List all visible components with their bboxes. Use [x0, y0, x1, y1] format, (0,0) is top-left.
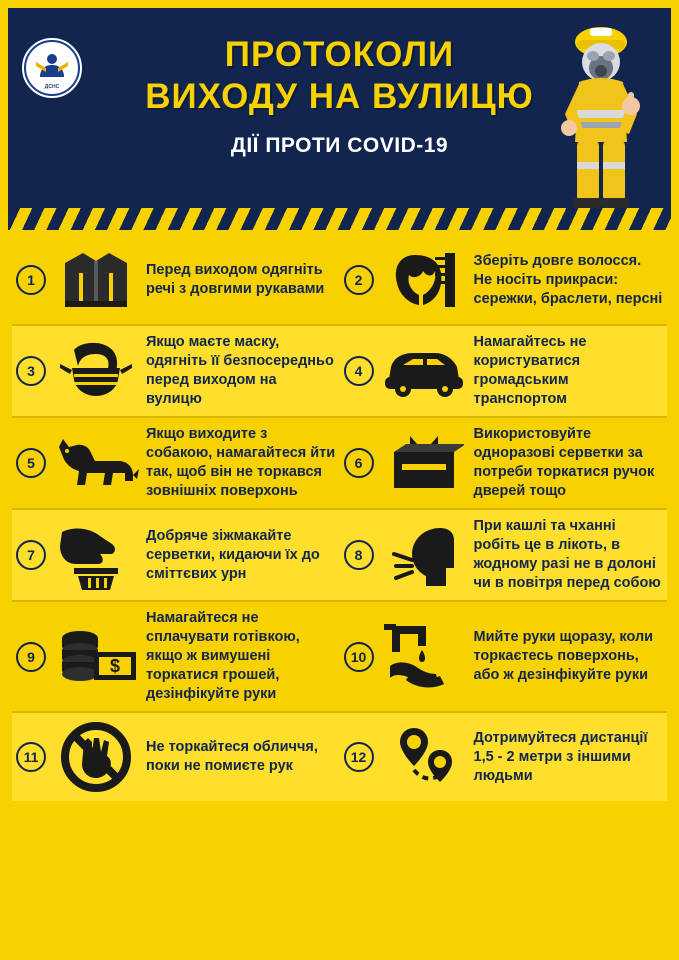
item-text: Перед виходом одягніть речі з довгими рукавами	[146, 262, 325, 297]
item-number-badge: 9	[16, 642, 46, 672]
protocol-row	[12, 713, 667, 801]
hand-trash-icon	[50, 518, 142, 592]
item-text: Дотримуйтеся дистанції 1,5 - 2 метри з іншими людьми	[473, 729, 648, 784]
hair-comb-icon	[378, 243, 470, 317]
item-text: Намагайтесь не користуватися громадським транспортом	[473, 334, 587, 407]
item-number-badge: 11	[16, 742, 46, 772]
hazard-stripe-divider	[8, 208, 671, 230]
item-number-badge: 4	[344, 356, 374, 386]
poster-title-line2: ВИХОДУ НА ВУЛИЦЮ	[145, 77, 534, 116]
protocol-row	[12, 602, 667, 713]
protocol-item-1	[12, 236, 340, 324]
protocol-item-8	[340, 510, 668, 600]
item-text: Добряче зіжмакайте серветки, кидаючи їх до сміттєвих урн	[146, 527, 320, 582]
item-text: Використовуйте одноразові серветки за потреби торкатися ручок дверей тощо	[473, 426, 655, 499]
item-number-badge: 1	[16, 265, 46, 295]
protocol-item-11	[12, 713, 340, 801]
protocol-row	[12, 510, 667, 602]
item-text: Не торкайтеся обличчя, поки не помиєте рук	[146, 739, 318, 774]
protocol-item-5	[12, 418, 340, 508]
coins-cash-icon	[50, 620, 142, 694]
protocol-row	[12, 326, 667, 418]
protocol-item-10	[340, 602, 668, 711]
jacket-icon	[50, 243, 142, 317]
car-icon	[378, 334, 470, 408]
dsns-logo-label: ДСНС	[44, 84, 60, 90]
protocol-item-2	[340, 236, 668, 324]
svg-text:$: $	[109, 655, 121, 676]
poster-header	[8, 8, 671, 208]
item-text: Мийте руки щоразу, коли торкаєтесь поверхонь, або ж дезінфікуйте руки	[473, 629, 654, 683]
item-number-badge: 10	[344, 642, 374, 672]
protocol-item-7	[12, 510, 340, 600]
item-text: Якщо маєте маску, одягніть її безпосередньо перед виходом на вулицю	[146, 334, 334, 407]
item-number-badge: 5	[16, 448, 46, 478]
cough-elbow-icon	[378, 518, 470, 592]
item-number-badge: 6	[344, 448, 374, 478]
protocol-item-4	[340, 326, 668, 416]
protocol-row	[12, 236, 667, 326]
protocol-row	[12, 418, 667, 510]
distance-pins-icon	[378, 720, 470, 794]
no-touch-face-icon	[50, 720, 142, 794]
item-number-badge: 7	[16, 540, 46, 570]
item-number-badge: 8	[344, 540, 374, 570]
item-number-badge: 12	[344, 742, 374, 772]
item-text: Намагайтеся не сплачувати готівкою, якщо ж вимушені торкатися грошей, дезінфікуйте руки	[146, 610, 300, 702]
wash-hands-icon	[378, 620, 470, 694]
item-text: При кашлі та чханні робіть це в лікоть, в жодному разі не в долоні чи в повітря перед собою	[473, 518, 661, 591]
item-text: Якщо виходите з собакою, намагайтеся йти так, щоб він не торкався зовнішніх поверхонь	[146, 426, 336, 499]
protocol-item-12	[340, 713, 668, 801]
tissue-box-icon	[378, 426, 470, 500]
firefighter-illustration	[555, 22, 647, 208]
protocol-item-6	[340, 418, 668, 508]
item-number-badge: 3	[16, 356, 46, 386]
protocol-list	[8, 230, 671, 801]
protocol-item-9	[12, 602, 340, 711]
dog-icon	[50, 426, 142, 500]
item-text: Зберіть довге волосся. Не носіть прикраси: сережки, браслети, персні	[473, 252, 663, 307]
poster-subtitle: ДІЇ ПРОТИ COVID-19	[230, 134, 449, 157]
protocol-item-3	[12, 326, 340, 416]
face-mask-icon	[50, 334, 142, 408]
poster-title-line1: ПРОТОКОЛИ	[224, 35, 455, 74]
item-number-badge: 2	[344, 265, 374, 295]
